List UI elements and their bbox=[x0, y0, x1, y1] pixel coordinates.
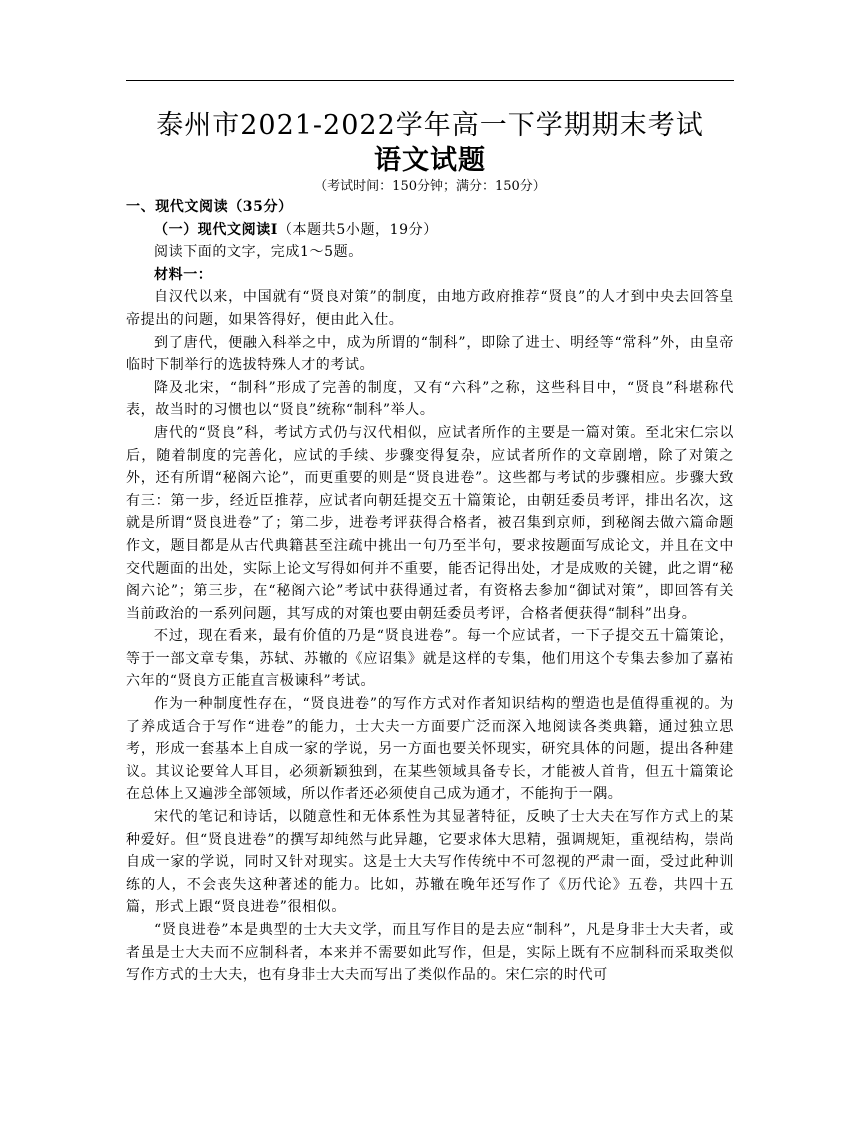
header-rule bbox=[126, 80, 734, 81]
exam-info: （考试时间：150分钟；满分：150分） bbox=[314, 179, 546, 194]
exam-subtitle: 语文试题 bbox=[374, 145, 486, 176]
sub-section-heading bbox=[126, 219, 734, 242]
sub-heading-title: （一）现代文阅读Ⅰ bbox=[154, 221, 278, 238]
reading-instruction: 阅读下面的文字，完成1～5题。 bbox=[154, 244, 363, 261]
paragraph: 到了唐代，便融入科举之中，成为所谓的“制科”，即除了进士、明经等“常科”外，由皇帝临时下制举行的选拔特殊人才的考试。 bbox=[126, 334, 734, 374]
sub-heading-note: （本题共5小题，19分） bbox=[277, 221, 438, 238]
material-label: 材料一： bbox=[154, 266, 213, 283]
paragraph: 作为一种制度性存在，“贤良进卷”的写作方式对作者知识结构的塑造也是值得重视的。为了养成适合于写作“进卷”的能力，士大夫一方面要广泛而深入地阅读各类典籍，通过独立思考，形成一套基本上自成一家的学说，另一方面也要关怀现实，研究具体的问题，提出各种建议。其议论要耸人耳目，必须新颖独到，在某些领域具备专长，才能被人首肯，但五十篇策论在总体上又遍涉全部领域，所以作者还必须使自己成为通才，不能拘于一隅。 bbox=[126, 696, 734, 803]
paragraph: 降及北宋，“制科”形成了完善的制度，又有“六科”之称，这些科目中，“贤良”科堪称代表，故当时的习惯也以“贤良”统称“制科”举人。 bbox=[126, 379, 734, 419]
paragraph: 宋代的笔记和诗话，以随意性和无体系性为其显著特征，反映了士大夫在写作方式上的某种爱好。但“贤良进卷”的撰写却纯然与此异趣，它要求体大思精，强调规矩，重视结构，崇尚自成一家的学说，同时又针对现实。这是士大夫写作传统中不可忽视的严肃一面，受过此种训练的人，不会丧失这种著述的能力。比如，苏辙在晚年还写作了《历代论》五卷，共四十五篇，形式上跟“贤良进卷”很相似。 bbox=[126, 809, 734, 916]
exam-title: 泰州市2021-2022学年高一下学期期末考试 bbox=[156, 110, 704, 141]
section-heading: 一、现代文阅读（35分） bbox=[126, 199, 293, 215]
paragraph: 唐代的“贤良”科，考试方式仍与汉代相似，应试者所作的主要是一篇对策。至北宋仁宗以后，随着制度的完善化，应试的手续、步骤变得复杂，应试者所作的文章剧增，除了对策之外，还有所谓“秘阁六论”，而更重要的则是“贤良进卷”。这些都与考试的步骤相应。步骤大致有三：第一步，经近臣推荐，应试者向朝廷提交五十篇策论，由朝廷委员考评，排出名次，这就是所谓“贤良进卷”了；第二步，进卷考评获得合格者，被召集到京师，到秘阁去做六篇命题作文，题目都是从古代典籍甚至注疏中挑出一句乃至半句，要求按题面写成论文，并且在文中交代题面的出处，实际上论文写得如何并不重要，能否记得出处，才是成败的关键，此之谓“秘阁六论”；第三步，在“秘阁六论”考试中获得通过者，有资格去参加“御试对策”，即回答有关当前政治的一系列问题，其写成的对策也要由朝廷委员考评，合格者便获得“制科”出身。 bbox=[126, 424, 734, 622]
document-body bbox=[126, 196, 734, 987]
paragraph: “贤良进卷”本是典型的士大夫文学，而且写作目的是去应“制科”，凡是身非士大夫者，或者虽是士大夫而不应制科者，本来并不需要如此写作，但是，实际上既有不应制科而采取类似写作方式的士大夫，也有身非士大夫而写出了类似作品的。宋仁宗的时代可 bbox=[126, 922, 734, 984]
paragraph: 自汉代以来，中国就有“贤良对策”的制度，由地方政府推荐“贤良”的人才到中央去回答皇帝提出的问题，如果答得好，便由此入仕。 bbox=[126, 289, 734, 328]
paragraph: 不过，现在看来，最有价值的乃是“贤良进卷”。每一个应试者，一下子提交五十篇策论，等于一部文章专集，苏轼、苏辙的《应诏集》就是这样的专集，他们用这个专集去参加了嘉祐六年的“贤良方正能直言极谏科”考试。 bbox=[126, 628, 734, 690]
